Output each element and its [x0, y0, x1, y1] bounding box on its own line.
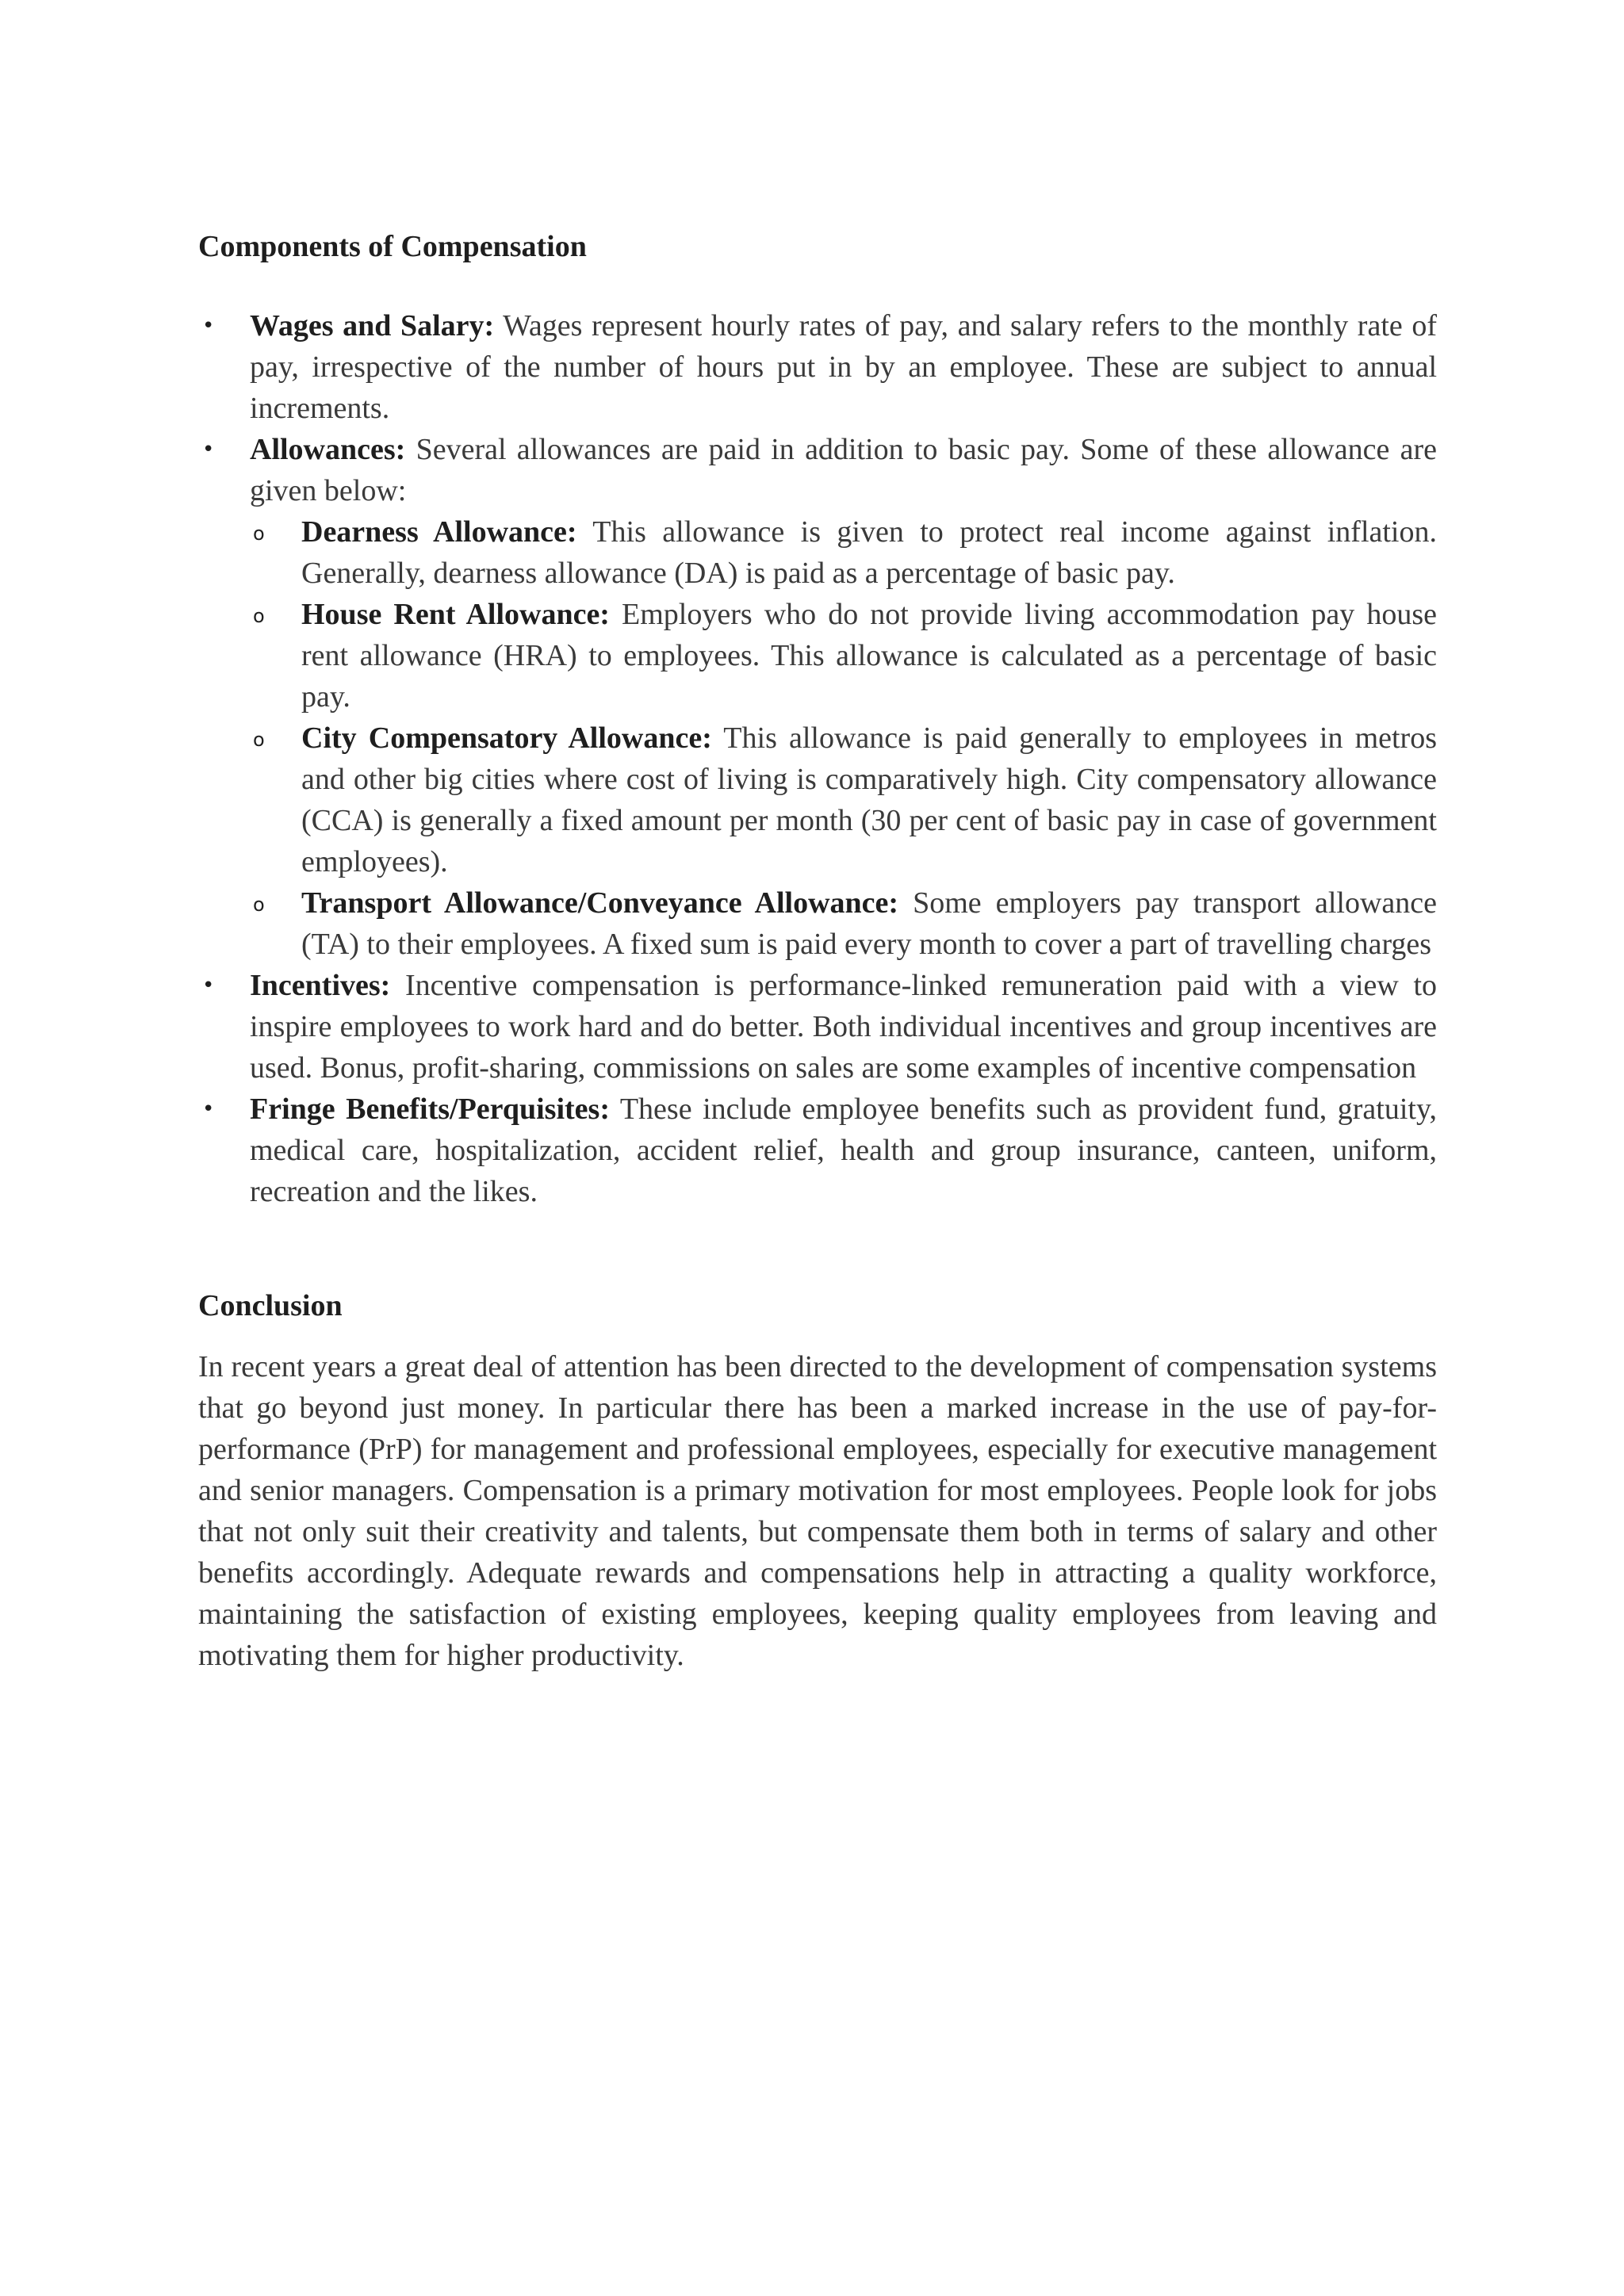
text-house-rent: Employers who do not provide living accommodation pay house rent allowance (HRA) to employees. This allowance is calculated as a percentage of basic pay. [301, 598, 1437, 714]
text-city-compensatory: This allowance is paid generally to employees in metros and other big cities where cost of living is comparatively high. City compensatory allowance (CCA) is generally a fixed amount per month (30 per cent of basic pay in case of government employees). [301, 721, 1437, 878]
allowances-sublist [250, 511, 1437, 965]
text-wages: Wages represent hourly rates of pay, and salary refers to the monthly rate of pay, irrespective of the number of hours put in by an employee. These are subject to annual increments. [250, 309, 1437, 425]
text-fringe-benefits: These include employee benefits such as provident fund, gratuity, medical care, hospitalization, accident relief, health and group insurance, canteen, uniform, recreation and the likes. [250, 1093, 1437, 1208]
term-allowances: Allowances: [250, 433, 406, 466]
term-house-rent: House Rent Allowance: [301, 598, 610, 631]
document-page [198, 226, 1437, 1676]
list-item-allowances [198, 429, 1437, 965]
components-list [198, 305, 1437, 1212]
list-item-fringe-benefits [198, 1089, 1437, 1212]
term-incentives: Incentives: [250, 969, 391, 1002]
section-heading-conclusion: Conclusion [198, 1289, 343, 1322]
text-allowances: Several allowances are paid in addition to basic pay. Some of these allowance are given below: [250, 433, 1438, 507]
sublist-item-dearness [250, 511, 1437, 594]
sublist-item-house-rent [250, 594, 1437, 718]
sublist-item-transport [250, 882, 1437, 965]
term-transport: Transport Allowance/Conveyance Allowance: [301, 886, 899, 920]
term-city-compensatory: City Compensatory Allowance: [301, 721, 712, 755]
term-fringe-benefits: Fringe Benefits/Perquisites: [250, 1093, 610, 1126]
term-dearness: Dearness Allowance: [301, 515, 577, 549]
text-incentives: Incentive compensation is performance-linked remuneration paid with a view to inspire employees to work hard and do better. Both individual incentives and group incentives are used. Bonus, profit-sharing, commissions on sales are some examples of incentive compensation [250, 969, 1438, 1085]
conclusion-paragraph: In recent years a great deal of attention has been directed to the development of compensation systems that go beyond just money. In particular there has been a marked increase in the use of pay-for-performance (PrP) for management and professional employees, especially for executive management and senior managers. Compensation is a primary motivation for most employees. People look for jobs that not only suit their creativity and talents, but compensate them both in terms of salary and other benefits accordingly. Adequate rewards and compensations help in attracting a quality workforce, maintaining the satisfaction of existing employees, keeping quality employees from leaving and motivating them for higher productivity. [198, 1350, 1437, 1672]
section-heading-components: Components of Compensation [198, 230, 587, 263]
list-item-incentives [198, 965, 1437, 1089]
list-item-wages [198, 305, 1437, 429]
text-dearness: This allowance is given to protect real income against inflation. Generally, dearness allowance (DA) is paid as a percentage of basic pay. [301, 515, 1437, 590]
term-wages: Wages and Salary: [250, 309, 495, 342]
sublist-item-city-compensatory [250, 718, 1437, 882]
text-transport: Some employers pay transport allowance (TA) to their employees. A fixed sum is paid every month to cover a part of travelling charges [301, 886, 1438, 961]
